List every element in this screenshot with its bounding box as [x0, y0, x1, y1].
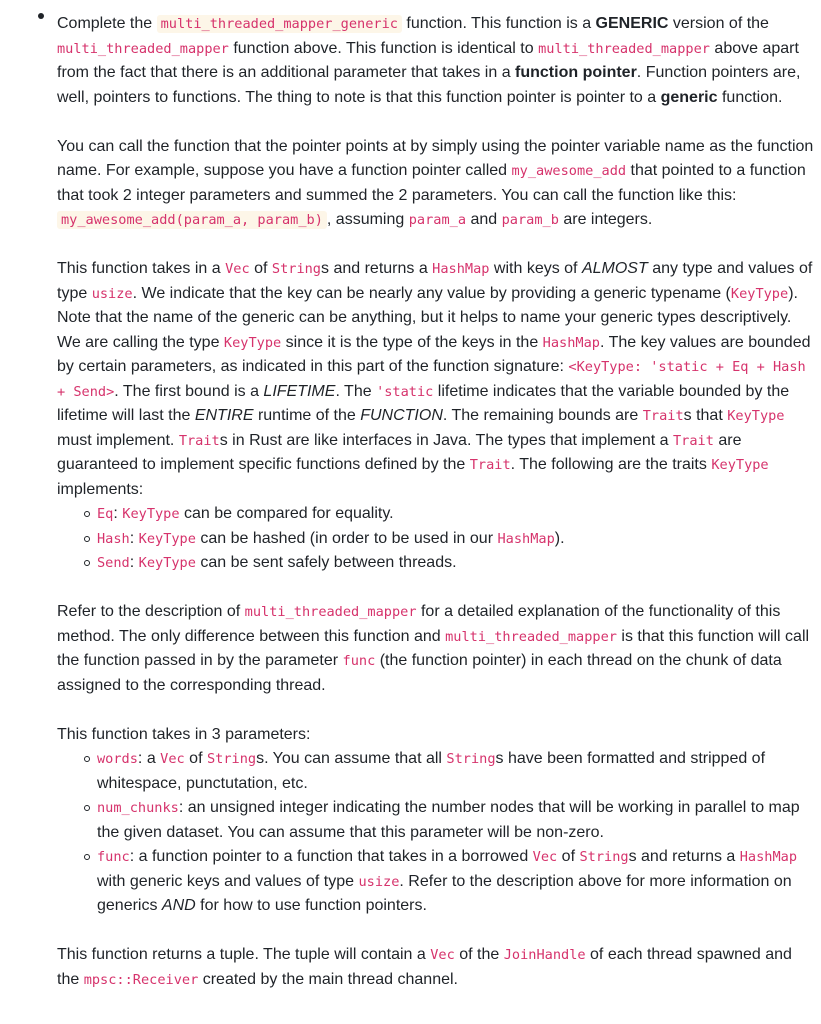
inline-code: Hash — [97, 530, 130, 547]
text-run: lifetime indicates that the variable bounded by the lifetime will last the — [57, 382, 790, 424]
inline-code: Vec — [532, 849, 558, 865]
text-run: are guaranteed to implement specific functions defined by the — [57, 431, 742, 473]
text-run: can be compared for equality. — [179, 505, 394, 522]
text-run: Complete the — [57, 15, 157, 32]
inline-code: HashMap — [542, 334, 600, 351]
italic-text: LIFETIME — [263, 382, 336, 400]
italic-text: AND — [161, 897, 196, 914]
italic-text: ALMOST — [581, 260, 648, 277]
text-run: with generic keys and values of type — [97, 872, 359, 890]
text-run: , assuming — [326, 211, 409, 228]
inline-code: func — [342, 653, 376, 669]
text-run: function. — [717, 88, 783, 106]
inline-code: <KeyType: 'static + Eq + Hash + Send> — [57, 359, 806, 400]
inline-code: Vec — [225, 261, 250, 277]
text-run: ). — [554, 529, 565, 547]
text-run: implements: — [57, 480, 144, 498]
italic-text: FUNCTION — [360, 407, 443, 424]
inline-code: func — [97, 849, 130, 865]
inline-code: multi_threaded_mapper — [538, 40, 710, 57]
inline-code: KeyType — [727, 408, 785, 424]
inline-code: String — [206, 751, 257, 767]
inline-code: Trait — [672, 432, 714, 449]
text-run: s and returns a — [628, 848, 740, 865]
text-run: can be sent safely between threads. — [195, 554, 457, 571]
inline-code: multi_threaded_mapper — [57, 40, 229, 57]
inline-code: Trait — [469, 457, 511, 473]
function-pointer-call-paragraph — [57, 135, 815, 233]
inline-code: JoinHandle — [503, 947, 586, 963]
inline-code: Eq — [97, 506, 114, 522]
inline-code: words — [97, 751, 138, 767]
inline-code: Trait — [642, 408, 684, 424]
inline-code: Vec — [430, 947, 455, 963]
text-run: s and returns a — [321, 260, 433, 277]
text-run: for a detailed explanation of the functionality of this method. The only difference between this function and — [57, 603, 781, 645]
text-run: : — [113, 505, 123, 522]
text-run: : an unsigned integer indicating the number nodes that will be working in parallel to map the given dataset. You can assume that this parameter will be non-zero. — [97, 799, 800, 841]
text-run: function above. This function is identical to — [228, 39, 539, 57]
inline-code: usize — [91, 285, 133, 302]
returns-paragraph — [57, 943, 815, 992]
inline-code: String — [446, 751, 496, 767]
text-run: s have been formatted and stripped of whitespace, punctutation, etc. — [97, 750, 766, 792]
text-run: : — [129, 554, 139, 571]
inline-code: KeyType — [138, 555, 196, 571]
italic-text: ENTIRE — [194, 407, 254, 424]
text-run: any type and values of type — [57, 260, 813, 302]
inline-code: my_awesome_add — [511, 163, 627, 179]
inline-code: multi_threaded_mapper — [445, 628, 617, 645]
inline-code: param_b — [501, 212, 559, 228]
trait-item — [97, 551, 815, 576]
inline-code: multi_threaded_mapper — [244, 604, 417, 620]
text-run: is that this function will call the function passed in by the parameter — [57, 627, 810, 669]
inline-code: String — [579, 849, 629, 865]
intro-paragraph — [57, 12, 815, 110]
text-run: can be hashed (in order to be used in our — [195, 529, 498, 547]
inline-code: Vec — [160, 751, 185, 767]
inline-code: KeyType — [223, 334, 282, 351]
text-run: . The remaining bounds are — [442, 407, 643, 424]
inline-code: KeyType — [138, 530, 196, 547]
text-run: of — [249, 260, 272, 277]
text-run: This function takes in 3 parameters: — [57, 725, 311, 743]
inline-code: param_a — [408, 212, 467, 228]
inline-code: multi_threaded_mapper_generic — [157, 15, 402, 33]
inline-code: HashMap — [497, 530, 555, 547]
text-run: version of the — [668, 15, 769, 32]
parameter-item — [97, 796, 815, 845]
inline-code: HashMap — [739, 849, 798, 865]
text-run: . The — [335, 382, 377, 400]
text-run: Refer to the description of — [57, 603, 245, 620]
text-run: . Refer to the description above for more information on generics — [97, 872, 792, 914]
text-run: s that — [683, 407, 728, 424]
trait-item — [97, 527, 815, 552]
inline-code: usize — [358, 873, 400, 890]
parameters-intro — [57, 723, 815, 748]
text-run: . The first bound is a — [114, 382, 264, 400]
text-run: . Function pointers are, well, pointers to functions. The thing to note is that this function pointer is pointer to a — [57, 64, 801, 106]
text-run: above apart from the fact that there is an additional parameter that takes in a — [57, 39, 799, 81]
inline-code: KeyType — [711, 457, 769, 473]
bold-text: GENERIC — [595, 15, 669, 32]
text-run: that pointed to a function that took 2 integer parameters and summed the 2 parameters. You can call the function like this: — [57, 162, 806, 204]
traits-list — [57, 502, 815, 576]
list-item-content — [57, 12, 815, 1017]
inline-code: KeyType — [730, 285, 789, 302]
text-run: of — [184, 750, 207, 767]
text-run: of each thread spawned and the — [57, 946, 792, 988]
inline-code: String — [271, 261, 321, 277]
inline-code: my_awesome_add(param_a, param_b) — [57, 211, 327, 229]
text-run: : a — [137, 750, 161, 767]
refer-paragraph — [57, 600, 815, 698]
trait-item — [97, 502, 815, 527]
text-run: . The following are the traits — [510, 456, 712, 473]
inline-code: Trait — [178, 432, 220, 449]
text-run: . We indicate that the key can be nearly any value by providing a generic typename ( — [132, 284, 731, 302]
text-run: of the — [454, 946, 504, 963]
text-run: This function takes in a — [57, 260, 226, 277]
text-run: : — [129, 529, 139, 547]
text-run: This function returns a tuple. The tuple will contain a — [57, 946, 431, 963]
parameter-item — [97, 747, 815, 796]
text-run: You can call the function that the pointer points at by simply using the pointer variable name as the function name. For example, suppose you have a function pointer called — [57, 137, 814, 179]
text-run: s in Rust are like interfaces in Java. The types that implement a — [219, 431, 673, 449]
text-run: must implement. — [57, 431, 179, 449]
text-run: s. You can assume that all — [256, 750, 447, 767]
inline-code: Send — [97, 555, 130, 571]
inline-code: HashMap — [432, 261, 490, 277]
text-run: function. This function is a — [401, 15, 596, 32]
generic-types-paragraph — [57, 257, 815, 502]
text-run: ). Note that the name of the generic can be anything, but it helps to name your generic types descriptively. We are calling the type — [57, 284, 798, 351]
text-run: created by the main thread channel. — [198, 970, 458, 988]
parameters-list — [57, 747, 815, 919]
text-run: . The key values are bounded by certain parameters, as indicated in this part of the function signature: — [57, 333, 811, 375]
text-run: runtime of the — [253, 407, 361, 424]
inline-code: KeyType — [122, 506, 180, 522]
inline-code: 'static — [376, 383, 434, 400]
text-run: with keys of — [489, 260, 582, 277]
text-run: : a function pointer to a function that takes in a borrowed — [129, 848, 533, 865]
parameter-item — [97, 845, 815, 919]
bold-text: generic — [660, 88, 718, 106]
text-run: (the function pointer) in each thread on the chunk of data assigned to the corresponding thread. — [57, 652, 782, 694]
text-run: since it is the type of the keys in the — [281, 333, 543, 351]
bullet-icon — [38, 13, 44, 19]
bold-text: function pointer — [515, 64, 637, 81]
inline-code: num_chunks — [97, 800, 179, 816]
inline-code: mpsc::Receiver — [83, 971, 199, 988]
text-run: are integers. — [558, 211, 653, 228]
text-run: of — [557, 848, 580, 865]
text-run: for how to use function pointers. — [195, 897, 427, 914]
text-run: and — [466, 211, 502, 228]
